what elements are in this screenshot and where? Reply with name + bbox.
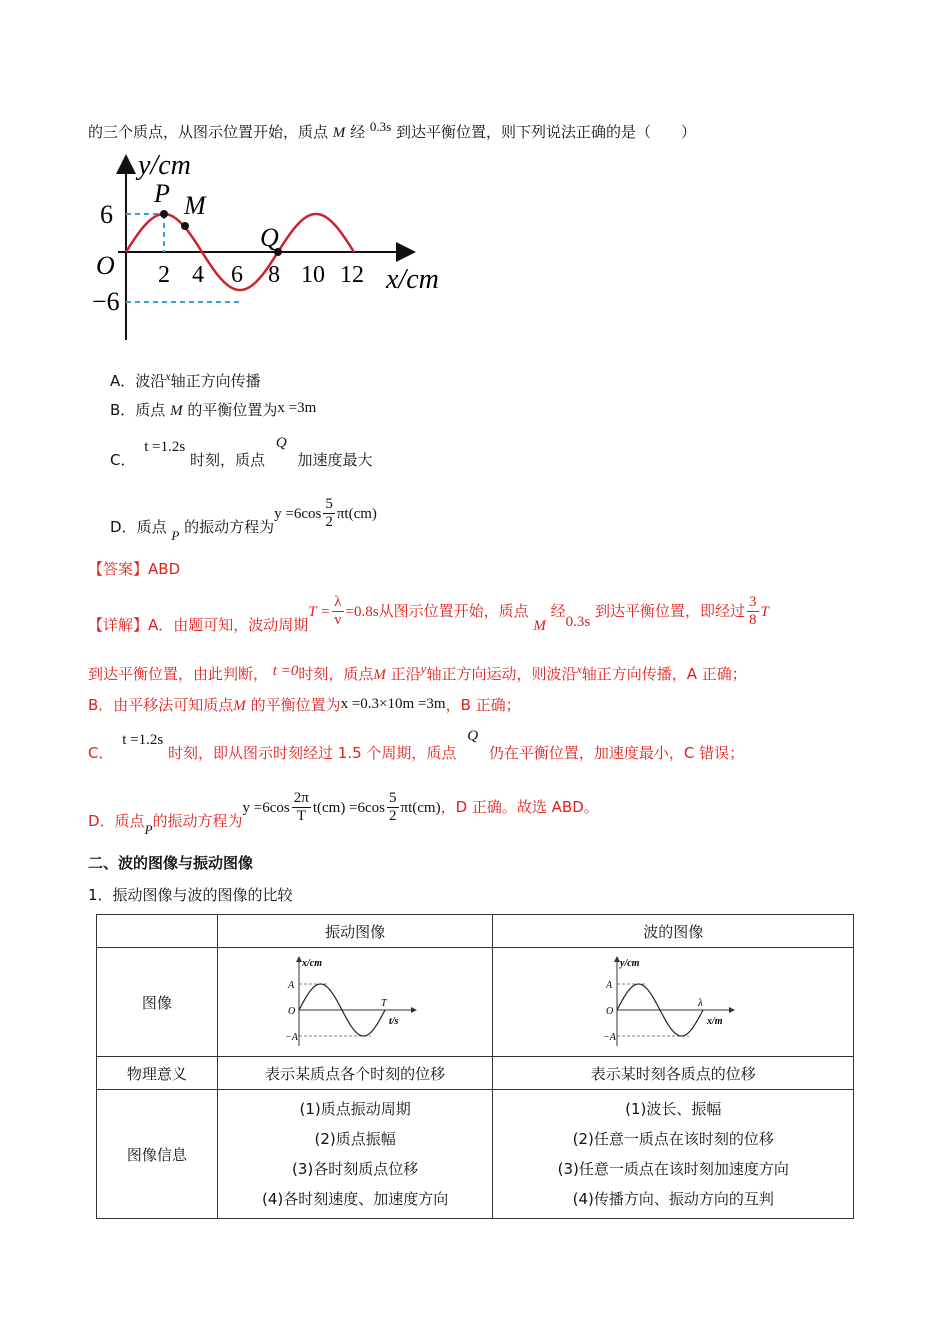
intro-text: 的三个质点，从图示位置开始，质点 <box>88 123 329 141</box>
explain-l5-f2top: 5 <box>389 790 397 806</box>
explain-l5-a: D．质点 <box>88 812 145 830</box>
x-tick-8: 8 <box>268 262 280 288</box>
wave-x-label: x/m <box>707 1016 723 1027</box>
section-subtitle: 1．振动图像与波的图像的比较 <box>88 886 293 904</box>
row-info-label: 图像信息 <box>97 1090 218 1219</box>
explain-l1-c: 经 <box>550 602 566 620</box>
explain-l3-b: 的平衡位置为 <box>250 696 341 714</box>
info-wave-3: (3)任意一质点在该时刻加速度方向 <box>557 1160 789 1178</box>
y-axis-label: y/cm <box>138 150 191 181</box>
x-tick-6: 6 <box>231 262 243 288</box>
option-a <box>110 366 261 391</box>
vib-graph-cell <box>217 948 493 1057</box>
info-vib-2: (2)质点振幅 <box>314 1130 396 1148</box>
explain-l1-val: =0.8s <box>345 604 379 620</box>
row-meaning-label: 物理意义 <box>97 1057 218 1090</box>
wave-neg-a: −A <box>603 1032 617 1043</box>
comparison-table <box>96 914 854 1219</box>
explain-l1-frac <box>332 594 343 629</box>
intro-var-m: M <box>332 125 346 141</box>
explain-l4-a: C． <box>88 744 114 762</box>
header-wave: 波的图像 <box>493 915 854 948</box>
y-tick-neg6: −6 <box>92 287 120 316</box>
explain-l5-f1top: 2π <box>293 790 309 806</box>
table-row-info <box>97 1090 854 1219</box>
explain-l2-c: 正沿 <box>390 665 421 683</box>
explain-l1-t: T = <box>308 604 331 620</box>
label-q: Q <box>260 223 279 252</box>
meaning-vib: 表示某质点各个时刻的位移 <box>217 1057 493 1090</box>
table-header-row <box>97 915 854 948</box>
explain-l4-q: Q <box>467 728 479 744</box>
option-c-mid: 时刻，质点 <box>190 451 266 469</box>
option-d-pre: 质点 <box>136 518 167 536</box>
table-row-image <box>97 948 854 1057</box>
label-m: M <box>184 191 206 220</box>
option-d-frac-bot: 2 <box>325 514 333 530</box>
intro-end: 到达平衡位置，则下列说法正确的是（ ） <box>395 123 696 141</box>
explain-l1-d: 到达平衡位置，即经过 <box>595 602 746 620</box>
point-m <box>181 222 189 230</box>
option-a-var: x <box>165 369 171 383</box>
info-vib-1: (1)质点振动周期 <box>299 1100 411 1118</box>
option-c-var: Q <box>275 435 287 451</box>
section-title: 二、波的图像与振动图像 <box>88 854 254 872</box>
answer-tag: 【答案】 <box>88 560 149 578</box>
x-tick-4: 4 <box>192 262 204 288</box>
option-d <box>110 496 377 543</box>
explain-l2-d: 轴正方向运动，则波沿 <box>426 665 577 683</box>
vib-graph <box>285 954 425 1050</box>
answer-value: ABD <box>148 560 181 578</box>
explain-l2-x: x <box>576 662 582 676</box>
question-intro <box>88 117 696 143</box>
option-d-mid: 的振动方程为 <box>184 518 275 536</box>
label-p: P <box>154 179 170 208</box>
explain-line-1 <box>88 594 769 634</box>
explain-l2-m: M <box>373 667 386 683</box>
explain-l1-b: 从图示位置开始，质点 <box>378 602 529 620</box>
explain-l1-m: M <box>533 618 546 634</box>
option-b-label: B． <box>110 401 136 419</box>
row-image-label: 图像 <box>97 948 218 1057</box>
explain-l2-t: t =0 <box>272 663 299 679</box>
option-d-var: P <box>171 528 180 543</box>
wave-lambda: λ <box>698 997 703 1009</box>
explain-l2-a: 到达平衡位置，由此判断， <box>88 665 269 683</box>
explain-l5-f2bot: 2 <box>389 808 397 824</box>
answer-line <box>88 559 180 579</box>
y-tick-6: 6 <box>100 200 113 229</box>
header-empty <box>97 915 218 948</box>
x-tick-12: 12 <box>340 262 364 288</box>
explain-l1-a: A．由题可知，波动周期 <box>148 616 309 634</box>
option-a-pre: 波沿 <box>135 372 166 390</box>
vib-y-label: x/cm <box>302 958 323 969</box>
point-p <box>160 210 168 218</box>
option-b-pre: 质点 <box>135 401 166 419</box>
option-d-label: D． <box>110 518 137 536</box>
info-vib-4: (4)各时刻速度、加速度方向 <box>261 1190 449 1208</box>
vib-t: T <box>381 998 387 1009</box>
explain-l5-eq1: y =6cos <box>242 800 290 816</box>
explain-l5-p: P <box>144 822 153 837</box>
option-b <box>110 400 316 421</box>
option-b-eq: x =3m <box>277 400 317 416</box>
explain-l5-frac2 <box>387 790 399 825</box>
option-c-eq: t =1.2s <box>144 439 186 455</box>
explain-l5-eq2: t(cm) =6cos <box>312 800 386 816</box>
wave-o: O <box>606 1006 614 1017</box>
explain-l5-frac1 <box>292 790 311 825</box>
explain-l1-fbot2: 8 <box>749 612 757 628</box>
option-d-eq-a: y =6cos <box>274 506 322 522</box>
explain-l5-c: ，D 正确。故选 ABD。 <box>440 798 599 816</box>
explain-l2-e: 轴正方向传播，A 正确； <box>581 665 747 683</box>
explain-l1-t2: T <box>760 604 769 620</box>
meaning-wave: 表示某时刻各质点的位移 <box>493 1057 854 1090</box>
vib-o: O <box>288 1006 296 1017</box>
explain-l3-c: ，B 正确； <box>445 696 521 714</box>
intro-time: 0.3s <box>369 119 392 134</box>
option-d-eq-b: πt(cm) <box>336 506 377 522</box>
header-vib: 振动图像 <box>217 915 493 948</box>
vib-neg-a: −A <box>285 1032 298 1043</box>
explain-line-5 <box>88 790 599 837</box>
explain-l3-a: B．由平移法可知质点 <box>88 696 234 714</box>
explain-l5-f1bot: T <box>296 808 306 824</box>
option-d-frac <box>323 496 335 531</box>
explain-l5-eq3: πt(cm) <box>400 800 441 816</box>
wave-a: A <box>606 980 613 991</box>
option-b-mid: 的平衡位置为 <box>187 401 278 419</box>
option-c-post: 加速度最大 <box>297 451 373 469</box>
table-row-meaning <box>97 1057 854 1090</box>
wave-y-label: y/cm <box>620 958 640 969</box>
x-tick-2: 2 <box>158 262 170 288</box>
option-c-label: C． <box>110 451 136 469</box>
info-wave-cell <box>493 1090 854 1219</box>
explain-l4-b: 时刻，即从图示时刻经过 1.5 个周期，质点 <box>168 744 457 762</box>
option-a-post: 轴正方向传播 <box>170 372 261 390</box>
explain-l3-m: M <box>233 698 246 714</box>
option-c <box>110 435 373 474</box>
option-b-var: M <box>170 403 183 419</box>
explain-l1-fbot: v <box>334 612 342 628</box>
explain-l1-time: 0.3s <box>565 614 591 630</box>
info-wave-2: (2)任意一质点在该时刻的位移 <box>572 1130 774 1148</box>
explain-line-2 <box>88 659 747 685</box>
explain-l1-frac2 <box>747 594 759 629</box>
x-tick-10: 10 <box>301 262 325 288</box>
explain-l4-t: t =1.2s <box>122 732 164 748</box>
explain-l5-b: 的振动方程为 <box>152 812 243 830</box>
explain-l4-c: 仍在平衡位置，加速度最小，C 错误； <box>488 744 745 762</box>
explain-l1-ftop: λ <box>334 594 342 610</box>
explain-tag: 【详解】 <box>88 616 149 634</box>
option-a-label: A． <box>110 372 136 390</box>
wave-graph-small <box>603 954 743 1050</box>
explain-line-3 <box>88 695 521 716</box>
wave-graph <box>88 148 458 348</box>
explain-l1-ftop2: 3 <box>749 594 757 610</box>
x-axis-label: x/cm <box>386 264 439 295</box>
info-vib-cell <box>217 1090 493 1219</box>
wave-graph-cell <box>493 948 854 1057</box>
explain-l2-y: y <box>420 661 427 676</box>
vib-x-label: t/s <box>389 1016 399 1027</box>
origin-label: O <box>96 251 115 280</box>
info-wave-4: (4)传播方向、振动方向的互判 <box>572 1190 774 1208</box>
option-d-frac-top: 5 <box>325 496 333 512</box>
explain-l2-b: 时刻，质点 <box>298 665 374 683</box>
explain-l3-eq: x =0.3×10m =3m <box>340 696 446 712</box>
info-wave-1: (1)波长、振幅 <box>625 1100 722 1118</box>
vib-a: A <box>288 980 295 991</box>
intro-jing: 经 <box>350 123 366 141</box>
explain-line-4 <box>88 728 745 767</box>
info-vib-3: (3)各时刻质点位移 <box>291 1160 419 1178</box>
